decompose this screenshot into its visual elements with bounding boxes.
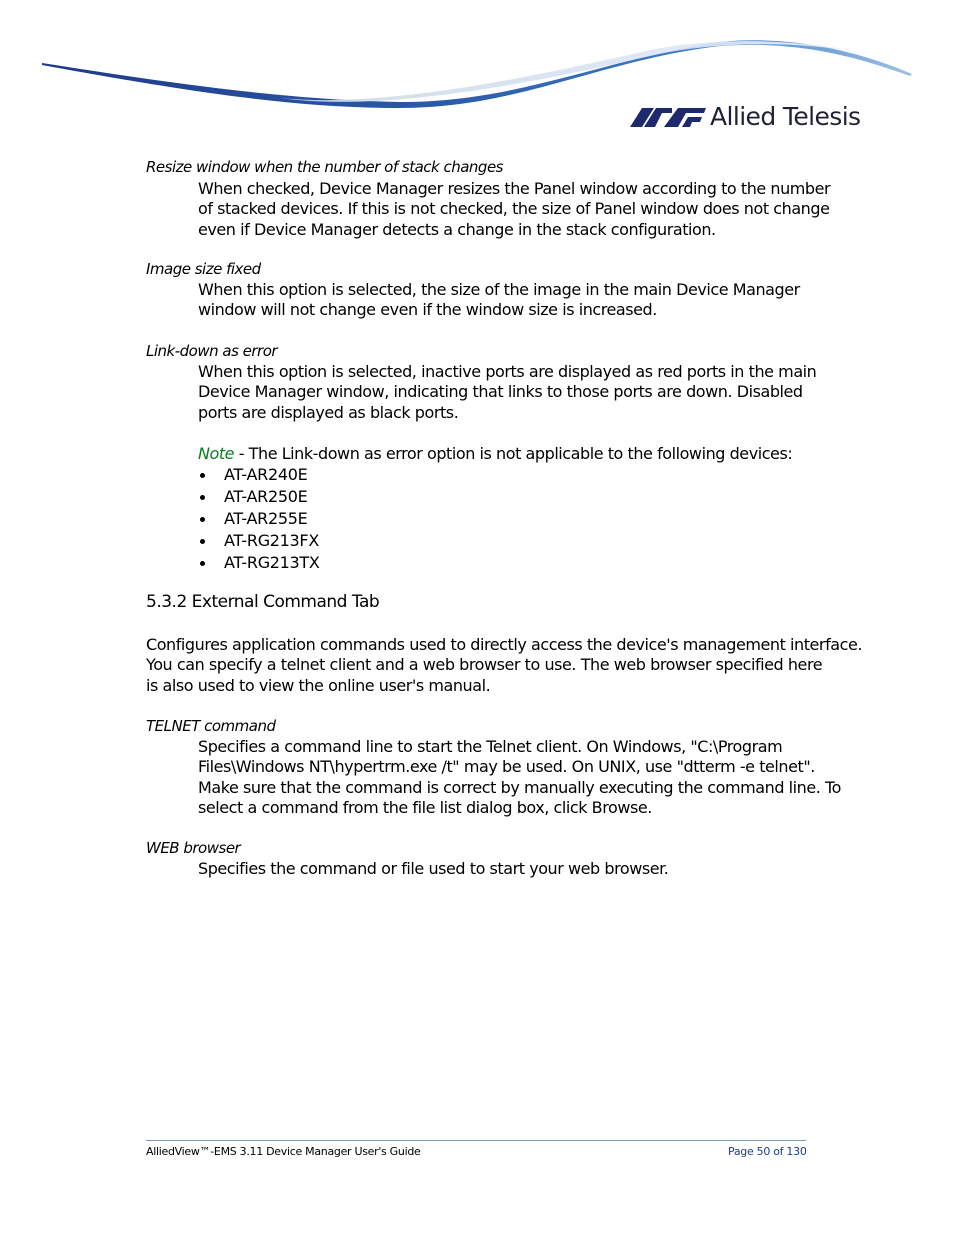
- section-intro-paragraph: [146, 635, 862, 696]
- list-item: [198, 508, 320, 530]
- description-line: Files\Windows NT\hypertrm.exe /t" may be used. On UNIX, use "dtterm -e telnet".: [198, 757, 815, 777]
- device-list: [198, 464, 320, 574]
- logo-mark-icon: [628, 102, 708, 132]
- paragraph-line: is also used to view the online user's manual.: [146, 675, 491, 695]
- description-line: When this option is selected, inactive ports are displayed as red ports in the main: [198, 362, 817, 381]
- bullet-icon: [200, 561, 205, 566]
- bullet-icon: [200, 495, 205, 500]
- list-item: [198, 464, 320, 486]
- footer-document-title: AlliedView™-EMS 3.11 Device Manager User's Guide: [146, 1145, 421, 1158]
- device-name: AT-AR240E: [224, 465, 308, 484]
- allied-telesis-logo: [628, 102, 868, 132]
- device-name: AT-RG213TX: [224, 553, 320, 572]
- list-item: [198, 486, 320, 508]
- option-term-telnet-command: TELNET command: [146, 717, 276, 735]
- bullet-icon: [200, 539, 205, 544]
- option-description-image-size-fixed: [198, 280, 818, 321]
- description-line: Specifies a command line to start the Telnet client. On Windows, "C:\Program: [198, 737, 783, 756]
- note-text: - The Link-down as error option is not applicable to the following devices:: [234, 444, 793, 463]
- device-name: AT-AR255E: [224, 509, 308, 528]
- option-description-web-browser: [198, 859, 818, 879]
- description-line: ports are displayed as black ports.: [198, 402, 459, 422]
- bullet-icon: [200, 473, 205, 478]
- note-label: Note: [198, 444, 235, 463]
- note-paragraph: [198, 444, 818, 464]
- option-description-telnet-command: [198, 737, 841, 819]
- footer-divider: [146, 1140, 806, 1141]
- bullet-icon: [200, 517, 205, 522]
- description-line: Make sure that the command is correct by manually executing the command line. To: [198, 777, 841, 797]
- section-heading: 5.3.2 External Command Tab: [146, 592, 380, 612]
- option-term-link-down-as-error: Link-down as error: [146, 342, 278, 360]
- option-term-image-size-fixed: Image size fixed: [146, 260, 261, 278]
- option-description-link-down-as-error: [198, 362, 818, 423]
- description-line: of stacked devices. If this is not checked, the size of Panel window does not change: [198, 199, 830, 219]
- description-line: Specifies the command or file used to start your web browser.: [198, 859, 669, 878]
- footer-page-number: Page 50 of 130: [728, 1145, 807, 1158]
- device-name: AT-AR250E: [224, 487, 308, 506]
- list-item: [198, 552, 320, 574]
- description-line: When checked, Device Manager resizes the Panel window according to the number: [198, 179, 831, 198]
- description-line: When this option is selected, the size of the image in the main Device Manager: [198, 280, 800, 299]
- description-line: window will not change even if the window size is increased.: [198, 300, 657, 320]
- option-term-resize-window: Resize window when the number of stack changes: [146, 158, 503, 176]
- device-name: AT-RG213FX: [224, 531, 320, 550]
- option-term-web-browser: WEB browser: [146, 839, 241, 857]
- note-line: [198, 444, 818, 464]
- logo-text: Allied Telesis: [710, 102, 861, 131]
- paragraph-line: Configures application commands used to directly access the device's management interface.: [146, 635, 862, 654]
- option-description-resize-window: [198, 179, 831, 240]
- list-item: [198, 530, 320, 552]
- description-line: select a command from the file list dialog box, click Browse.: [198, 798, 652, 818]
- description-line: Device Manager window, indicating that links to those ports are down. Disabled: [198, 382, 803, 402]
- description-line: even if Device Manager detects a change in the stack configuration.: [198, 219, 716, 239]
- paragraph-line: You can specify a telnet client and a web browser to use. The web browser specified here: [146, 655, 823, 675]
